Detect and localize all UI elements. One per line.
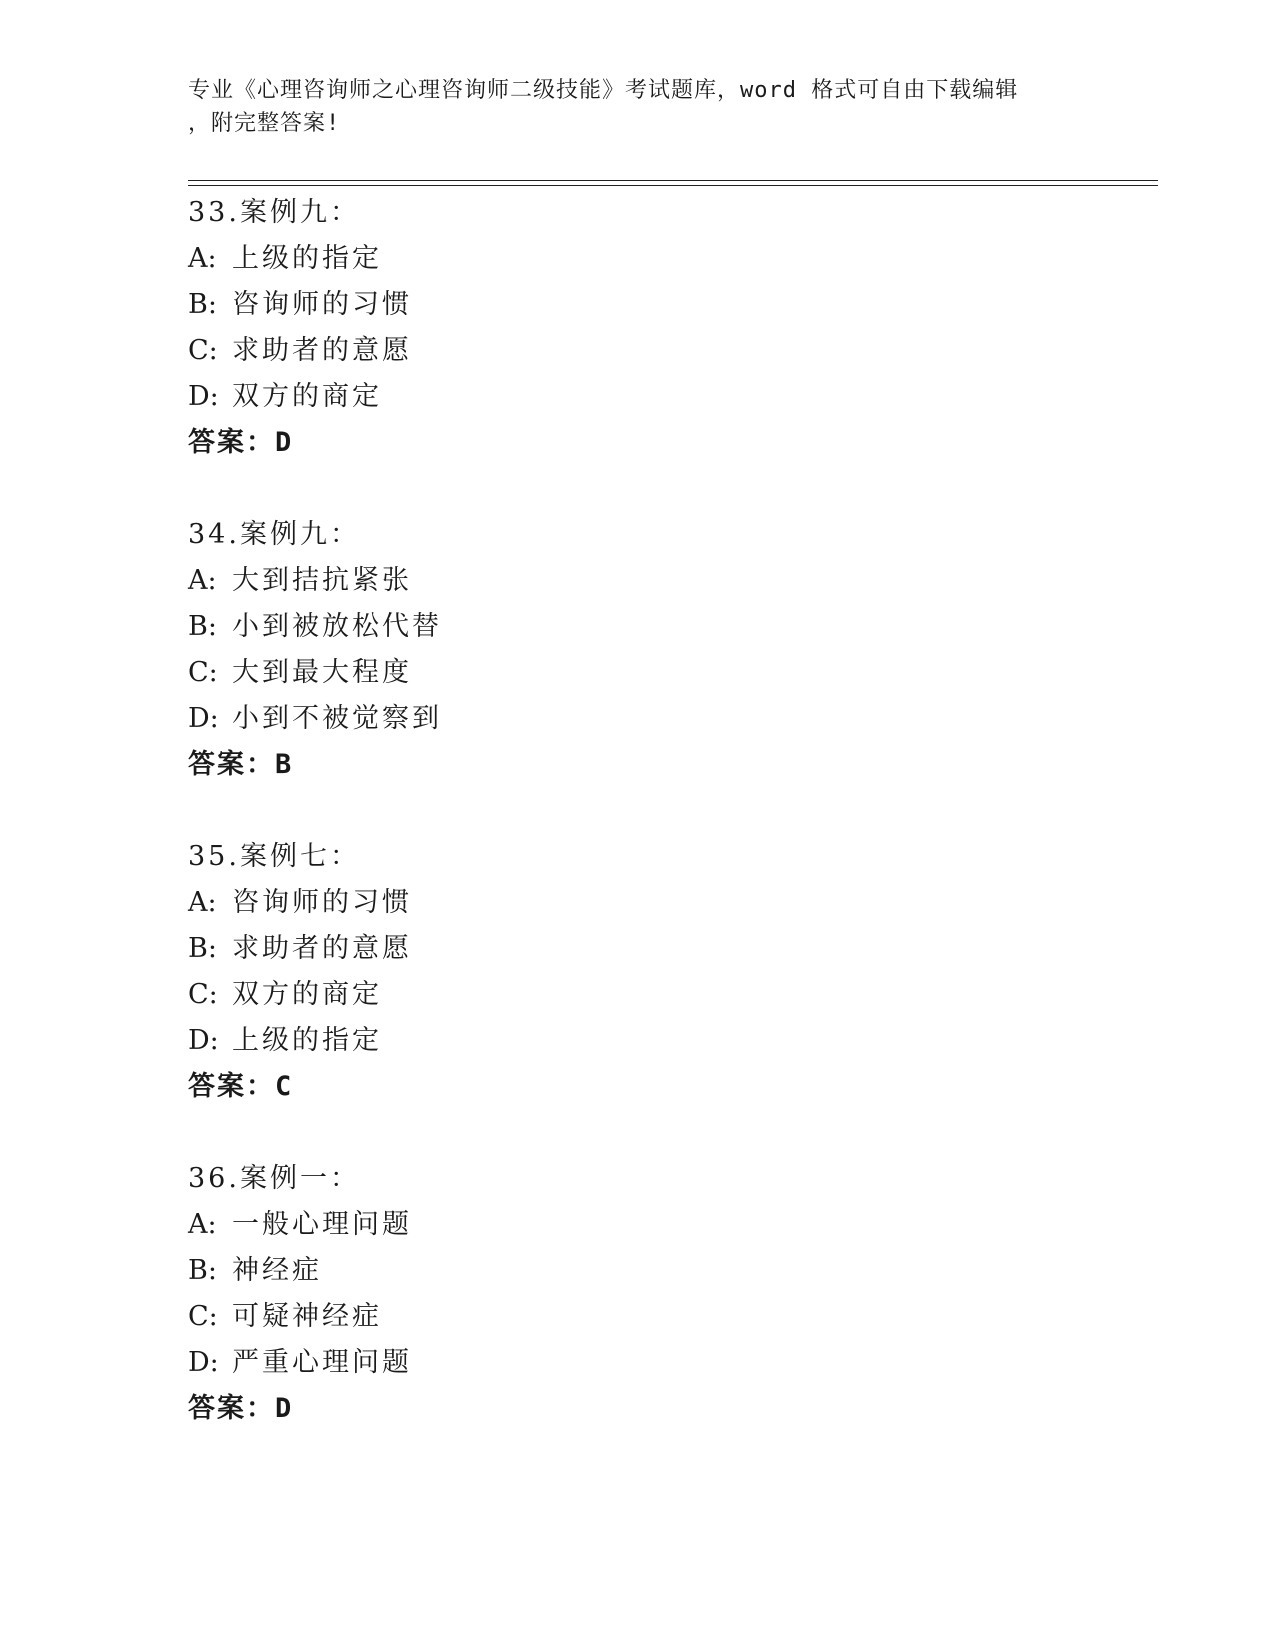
- option-d: [188, 1018, 1088, 1064]
- option-key: D:: [188, 1347, 219, 1378]
- question-title: 35.案例七：: [188, 841, 360, 872]
- header-divider-top: [188, 180, 1158, 181]
- answer-value: C: [275, 1071, 292, 1102]
- option-text: 咨询师的习惯: [232, 289, 412, 320]
- header-line-2: ，附完整答案!: [188, 111, 341, 136]
- option-key: B:: [188, 933, 217, 964]
- answer-value: D: [275, 427, 292, 458]
- option-key: B:: [188, 1255, 217, 1286]
- option-key: B:: [188, 289, 217, 320]
- option-text: 神经症: [232, 1255, 322, 1286]
- option-c: [188, 650, 1088, 696]
- answer-label: 答案：: [188, 1393, 275, 1424]
- option-key: C:: [188, 979, 218, 1010]
- option-d: [188, 696, 1088, 742]
- option-c: [188, 972, 1088, 1018]
- option-text: 求助者的意愿: [232, 335, 412, 366]
- option-key: A:: [188, 1209, 217, 1240]
- document-header: [188, 74, 1088, 140]
- option-text: 一般心理问题: [232, 1209, 412, 1240]
- option-key: D:: [188, 703, 219, 734]
- option-a: [188, 236, 1088, 282]
- option-text: 严重心理问题: [232, 1347, 412, 1378]
- question-36: [188, 1156, 1088, 1432]
- answer-value: D: [275, 1393, 292, 1424]
- answer-label: 答案：: [188, 749, 275, 780]
- option-text: 可疑神经症: [232, 1301, 382, 1332]
- answer-line: [188, 1386, 1088, 1432]
- option-b: [188, 926, 1088, 972]
- option-key: D:: [188, 1025, 219, 1056]
- answer-label: 答案：: [188, 1071, 275, 1102]
- option-text: 大到最大程度: [232, 657, 412, 688]
- option-c: [188, 1294, 1088, 1340]
- option-text: 上级的指定: [232, 1025, 382, 1056]
- option-key: C:: [188, 335, 218, 366]
- option-d: [188, 1340, 1088, 1386]
- header-divider-bottom: [188, 185, 1158, 186]
- question-title: 36.案例一：: [188, 1163, 360, 1194]
- option-key: C:: [188, 657, 218, 688]
- option-text: 上级的指定: [232, 243, 382, 274]
- question-title: 34.案例九：: [188, 519, 360, 550]
- option-text: 双方的商定: [232, 979, 382, 1010]
- option-key: C:: [188, 1301, 218, 1332]
- option-c: [188, 328, 1088, 374]
- option-text: 咨询师的习惯: [232, 887, 412, 918]
- option-b: [188, 604, 1088, 650]
- option-key: B:: [188, 611, 217, 642]
- option-text: 小到不被觉察到: [232, 703, 442, 734]
- option-a: [188, 1202, 1088, 1248]
- option-text: 求助者的意愿: [232, 933, 412, 964]
- option-text: 小到被放松代替: [232, 611, 442, 642]
- option-text: 双方的商定: [232, 381, 382, 412]
- answer-value: B: [275, 749, 292, 780]
- option-d: [188, 374, 1088, 420]
- answer-line: [188, 742, 1088, 788]
- option-b: [188, 282, 1088, 328]
- option-text: 大到拮抗紧张: [232, 565, 412, 596]
- question-title: 33.案例九：: [188, 197, 360, 228]
- question-34: [188, 512, 1088, 788]
- option-b: [188, 1248, 1088, 1294]
- option-a: [188, 880, 1088, 926]
- answer-label: 答案：: [188, 427, 275, 458]
- question-33: [188, 190, 1088, 466]
- header-line-1: 专业《心理咨询师之心理咨询师二级技能》考试题库，word 格式可自由下载编辑: [188, 78, 1019, 103]
- question-list: [188, 190, 1088, 1478]
- option-key: A:: [188, 565, 217, 596]
- option-a: [188, 558, 1088, 604]
- answer-line: [188, 420, 1088, 466]
- question-35: [188, 834, 1088, 1110]
- option-key: A:: [188, 243, 217, 274]
- option-key: A:: [188, 887, 217, 918]
- option-key: D:: [188, 381, 219, 412]
- answer-line: [188, 1064, 1088, 1110]
